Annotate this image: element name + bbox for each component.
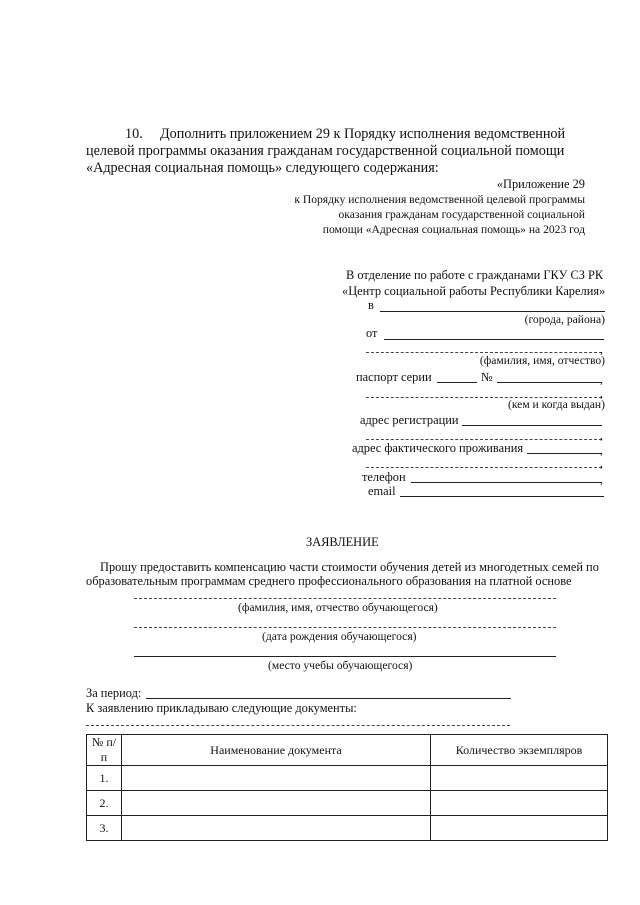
from-label: от <box>366 326 378 340</box>
row-count-cell[interactable] <box>431 816 608 841</box>
row-document-cell[interactable] <box>122 766 431 791</box>
row-count-cell[interactable] <box>431 791 608 816</box>
statement-title: ЗАЯВЛЕНИЕ <box>306 535 379 549</box>
live-field[interactable] <box>527 453 602 454</box>
appendix-line-1: «Приложение 29 <box>496 177 585 191</box>
reg-field[interactable] <box>462 425 602 426</box>
row-number: 1. <box>87 766 122 791</box>
appendix-line-4: помощи «Адресная социальная помощь» на 2023 год <box>322 223 585 236</box>
header-number: № п/п <box>87 735 122 766</box>
addressee-line-1: В отделение по работе с гражданами ГКУ СЗ РК <box>346 268 604 282</box>
documents-table <box>86 734 608 841</box>
name-field[interactable] <box>384 339 604 340</box>
passport-label: паспорт серии <box>356 370 432 384</box>
phone-field[interactable] <box>411 482 601 483</box>
table-row <box>87 766 608 791</box>
email-label: email <box>368 484 396 498</box>
passport-number-field[interactable] <box>497 382 601 383</box>
live-comma-2: , <box>600 456 603 470</box>
appendix-line-3: оказания гражданам государственной социальной <box>338 208 585 221</box>
item-line-1: Дополнить приложением 29 к Порядку исполнения ведомственной <box>160 126 566 142</box>
reg-comma: , <box>600 428 603 442</box>
row-number: 3. <box>87 816 122 841</box>
study-hint: (место учебы обучающегося) <box>268 659 413 672</box>
issued-hint: (кем и когда выдан) <box>507 398 605 411</box>
item-line-3: «Адресная социальная помощь» следующего содержания: <box>86 160 439 176</box>
phone-label: телефон <box>362 470 406 484</box>
item-line-2: целевой программы оказания гражданам государственной социальной помощи <box>86 143 565 159</box>
phone-comma: , <box>600 472 603 486</box>
row-count-cell[interactable] <box>431 766 608 791</box>
statement-body-1: Прошу предоставить компенсацию части стоимости обучения детей из многодетных семей по <box>100 560 599 574</box>
header-document: Наименование документа <box>122 735 431 766</box>
city-hint: (города, района) <box>524 313 605 326</box>
student-name-field[interactable] <box>134 598 556 599</box>
passport-number-label: № <box>481 370 493 384</box>
period-field[interactable] <box>146 698 511 699</box>
in-label: в <box>368 298 374 312</box>
period-label: За период: <box>86 686 142 700</box>
header-count: Количество экземпляров <box>431 735 608 766</box>
study-field[interactable] <box>134 656 556 657</box>
live-field-2[interactable] <box>366 467 602 468</box>
row-document-cell[interactable] <box>122 791 431 816</box>
table-row <box>87 816 608 841</box>
reg-label: адрес регистрации <box>360 413 459 427</box>
name-hint: (фамилия, имя, отчество) <box>479 354 605 367</box>
item-number: 10. <box>125 126 143 142</box>
appendix-line-2: к Порядку исполнения ведомственной целевой программы <box>294 193 585 206</box>
name-comma: , <box>600 342 603 356</box>
live-label: адрес фактического проживания <box>352 441 524 455</box>
student-name-hint: (фамилия, имя, отчество обучающегося) <box>238 601 438 614</box>
city-field[interactable] <box>380 311 605 312</box>
row-document-cell[interactable] <box>122 816 431 841</box>
birth-field[interactable] <box>134 627 556 628</box>
attach-label: К заявлению прикладываю следующие документы: <box>86 701 357 715</box>
passport-comma: , <box>600 372 603 386</box>
live-comma: , <box>600 443 603 457</box>
name-field-2[interactable] <box>366 352 602 353</box>
reg-field-2[interactable] <box>366 439 602 440</box>
attach-field[interactable] <box>86 725 510 726</box>
statement-body-2: образовательным программам среднего профессионального образования на платной основе <box>86 574 572 588</box>
table-row <box>87 791 608 816</box>
birth-hint: (дата рождения обучающегося) <box>262 630 417 643</box>
email-field[interactable] <box>400 496 604 497</box>
addressee-line-2: «Центр социальной работы Республики Карелия» <box>342 284 606 298</box>
row-number: 2. <box>87 791 122 816</box>
issued-comma: , <box>600 386 603 400</box>
table-header-row <box>87 735 608 766</box>
passport-series-field[interactable] <box>437 382 477 383</box>
